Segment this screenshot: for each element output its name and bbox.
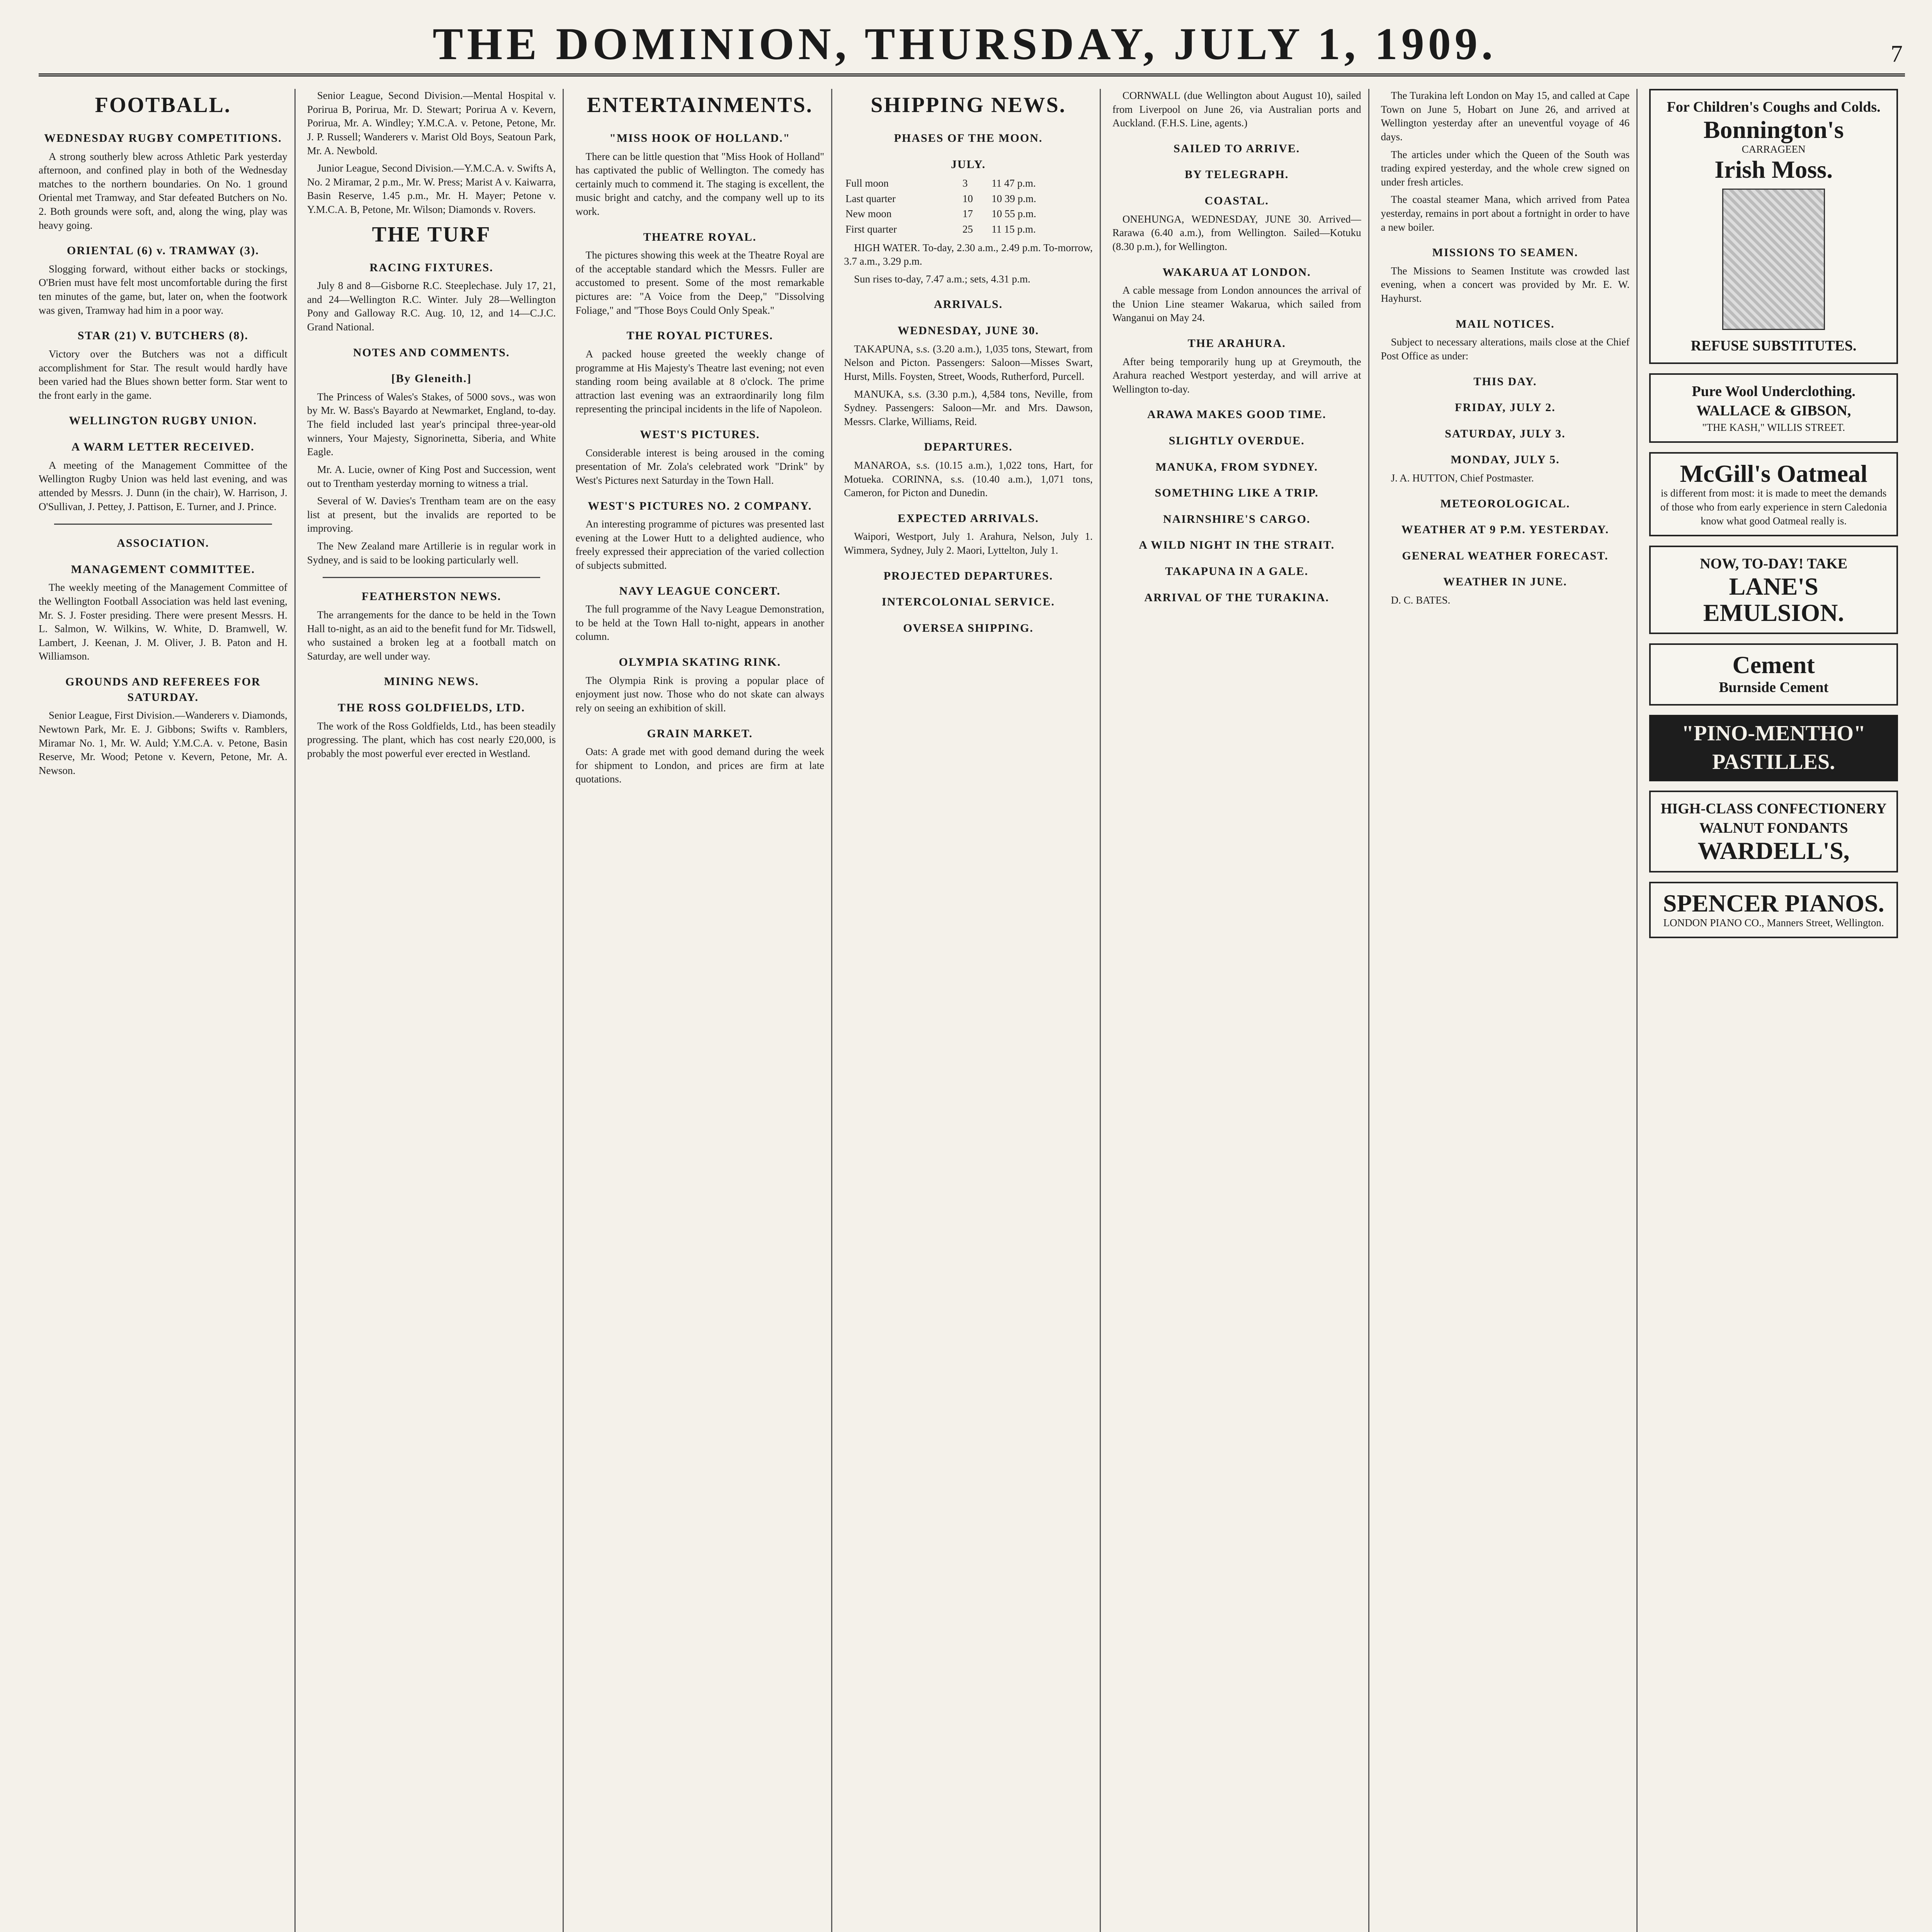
subheading: EXPECTED ARRIVALS. bbox=[898, 512, 1039, 525]
subheading: A WARM LETTER RECEIVED. bbox=[71, 440, 255, 454]
article-paragraph: July 8 and 8—Gisborne R.C. Steeplechase. July 17, 21, and 24—Wellington R.C. Winter. July 28—Wellington Pony and Galloway R.C. Aug. 10, 12, and 14—C.J.C. Grand National. bbox=[307, 280, 556, 333]
subheading: SLIGHTLY OVERDUE. bbox=[1168, 434, 1305, 447]
ad-brand: "PINO-MENTHO" bbox=[1682, 721, 1866, 746]
subheading: INTERCOLONIAL SERVICE. bbox=[881, 595, 1055, 609]
article-paragraph: The Missions to Seamen Institute was crowded last evening, when a concert was provided by Mr. E. W. Hayhurst. bbox=[1381, 265, 1630, 304]
table-row bbox=[844, 176, 1093, 191]
ad-pino-mentho bbox=[1649, 715, 1898, 781]
signature: D. C. BATES. bbox=[1391, 594, 1451, 606]
ad-cement bbox=[1649, 643, 1898, 706]
subheading: MANAGEMENT COMMITTEE. bbox=[71, 563, 255, 576]
article-paragraph: CORNWALL (due Wellington about August 10), sailed from Liverpool on June 26, via Australian ports and Auckland. (F.H.S. Line, agents.) bbox=[1112, 90, 1361, 129]
ad-brand: Bonnington's bbox=[1703, 116, 1844, 144]
article-paragraph: A meeting of the Management Committee of the Wellington Rugby Union was held last evening, and was attended by Messrs. J. Dunn (in the chair), W. Harrison, J. O'Sullivan, J. Pettey, J. Pattison, E. Turner, and J. Prince. bbox=[39, 459, 287, 512]
ad-address: "THE KASH," WILLIS STREET. bbox=[1702, 421, 1845, 433]
article-paragraph: TAKAPUNA, s.s. (3.20 a.m.), 1,035 tons, Stewart, from Nelson and Picton. Passengers: Saloon—Misses Swart, Hurst, Mills. Foysten, Street, Woods, Rutherford, Purcell. bbox=[844, 343, 1093, 382]
column-football bbox=[39, 89, 296, 1932]
article-paragraph: The arrangements for the dance to be held in the Town Hall to-night, as an aid to the benefit fund for Mr. Tidswell, who sustained a broken leg at a football match on Saturday, are well under way. bbox=[307, 609, 556, 662]
subheading: METEOROLOGICAL. bbox=[1440, 497, 1570, 510]
ad-note: REFUSE SUBSTITUTES. bbox=[1690, 338, 1857, 354]
ad-text: is different from most: it is made to meet the demands of those who from early experience in stern Caledonia know what good Oatmeal really is. bbox=[1660, 487, 1887, 527]
subheading: TAKAPUNA IN A GALE. bbox=[1165, 565, 1309, 578]
article-paragraph: Slogging forward, without either backs or stockings, O'Brien must have felt most uncomfortable during the first ten minutes of the game, but, later on, when the footwork was given, Tramway had him in a poor way. bbox=[39, 263, 287, 316]
subheading: ORIENTAL (6) v. TRAMWAY (3). bbox=[67, 244, 259, 257]
table-cell: 10 55 p.m. bbox=[992, 208, 1036, 220]
article-paragraph: The Turakina left London on May 15, and called at Cape Town on June 5, Hobart on June 26, and arrived at Wellington yesterday after an uneventful voyage of 46 days. bbox=[1381, 90, 1630, 143]
subheading: WEST'S PICTURES. bbox=[640, 428, 760, 441]
subheading: BY TELEGRAPH. bbox=[1185, 168, 1289, 181]
subheading: WAKARUA AT LONDON. bbox=[1162, 265, 1311, 279]
article-paragraph: The New Zealand mare Artillerie is in regular work in Sydney, and is said to be looking particularly well. bbox=[307, 540, 556, 566]
subheading: SOMETHING LIKE A TRIP. bbox=[1155, 486, 1319, 500]
subheading: OLYMPIA SKATING RINK. bbox=[619, 656, 781, 669]
divider bbox=[54, 524, 272, 525]
subheading: MANUKA, FROM SYDNEY. bbox=[1155, 460, 1318, 473]
article-paragraph: Subject to necessary alterations, mails close at the Chief Post Office as under: bbox=[1381, 336, 1630, 362]
article-paragraph: There can be little question that "Miss Hook of Holland" has captivated the public of Wellington. The comedy has certainly much to commend it. The staging is excellent, the music bright and catchy, and the company well up to its work. bbox=[575, 150, 825, 217]
subheading: GROUNDS AND REFEREES FOR SATURDAY. bbox=[65, 675, 261, 704]
subheading: FRIDAY, JULY 2. bbox=[1455, 401, 1556, 414]
table-cell: Last quarter bbox=[845, 192, 896, 204]
subheading: PROJECTED DEPARTURES. bbox=[883, 569, 1053, 582]
ad-irish-moss bbox=[1649, 89, 1898, 364]
ad-pianos bbox=[1649, 882, 1898, 939]
article-paragraph: Oats: A grade met with good demand during the week for shipment to London, and prices are firm at late quotations. bbox=[575, 746, 825, 785]
ad-subline: WALNUT FONDANTS bbox=[1699, 820, 1848, 837]
subheading: PHASES OF THE MOON. bbox=[894, 131, 1043, 145]
ad-headline: Pure Wool Underclothing. bbox=[1692, 383, 1855, 400]
table-cell: 3 bbox=[962, 177, 968, 189]
subheading: WEDNESDAY, JUNE 30. bbox=[898, 324, 1039, 337]
subheading: THIS DAY. bbox=[1473, 375, 1537, 388]
ad-firm: WALLACE & GIBSON, bbox=[1696, 403, 1851, 419]
table-cell: 25 bbox=[962, 223, 973, 235]
subheading: DEPARTURES. bbox=[924, 440, 1013, 454]
article-paragraph: HIGH WATER. To-day, 2.30 a.m., 2.49 p.m. To-morrow, 3.7 a.m., 3.29 p.m. bbox=[844, 242, 1093, 267]
subheading: OVERSEA SHIPPING. bbox=[903, 621, 1034, 634]
column-missions-mail bbox=[1381, 89, 1638, 1932]
child-illustration-icon bbox=[1722, 189, 1825, 330]
subheading: GRAIN MARKET. bbox=[647, 727, 753, 740]
subheading: WEATHER IN JUNE. bbox=[1443, 575, 1567, 588]
article-paragraph: Considerable interest is being aroused in the coming presentation of Mr. Zola's celebrated work "Drink" by West's Pictures next Saturday in the Town Hall. bbox=[575, 447, 825, 486]
table-row bbox=[844, 222, 1093, 237]
column-shipping-cont bbox=[1112, 89, 1369, 1932]
subheading: NAIRNSHIRE'S CARGO. bbox=[1163, 512, 1311, 526]
ad-brand: Cement bbox=[1732, 651, 1815, 679]
article-paragraph: A cable message from London announces the arrival of the Union Line steamer Wakarua, which sailed from Wanganui on May 24. bbox=[1112, 284, 1361, 324]
article-paragraph: Mr. A. Lucie, owner of King Post and Succession, went out to Trentham yesterday morning to witness a trial. bbox=[307, 463, 556, 489]
article-paragraph: The weekly meeting of the Management Committee of the Wellington Football Association was held last evening, Mr. S. J. Foster presiding. There were present Messrs. H. L. Salmon, W. Wilkins, W. White, D. Bramwell, W. Lambert, J. Keenan, J. M. Oliver, J. B. Paton and H. Williamson. bbox=[39, 582, 287, 662]
table-cell: New moon bbox=[845, 208, 892, 220]
table-cell: 10 bbox=[962, 192, 973, 204]
page-number: 7 bbox=[1890, 41, 1905, 67]
table-cell: First quarter bbox=[845, 223, 897, 235]
table-row bbox=[844, 206, 1093, 222]
article-paragraph: Waipori, Westport, July 1. Arahura, Nelson, July 1. Wimmera, Sydney, July 2. Maori, Lyttelton, July 1. bbox=[844, 531, 1093, 556]
section-heading: ENTERTAINMENTS. bbox=[587, 93, 813, 117]
table-cell: 17 bbox=[962, 208, 973, 220]
subheading: THEATRE ROYAL. bbox=[643, 230, 757, 243]
table-cell: 11 47 p.m. bbox=[992, 177, 1036, 189]
ad-firm: WARDELL'S, bbox=[1697, 837, 1850, 865]
ad-subline: PASTILLES. bbox=[1712, 750, 1835, 774]
article-paragraph: The Olympia Rink is proving a popular place of enjoyment just now. Those who do not skate can always rely on seeing an exhibition of skill. bbox=[575, 674, 825, 714]
subheading: NOTES AND COMMENTS. bbox=[353, 346, 510, 359]
ad-brand: McGill's Oatmeal bbox=[1680, 460, 1867, 488]
article-paragraph: Senior League, First Division.—Wanderers v. Diamonds, Newtown Park, Mr. E. J. Gibbons; Swifts v. Ramblers, Miramar No. 1, Mr. W. Auld; Y.M.C.A. v. Petone, Basin Reserve, Mr. Wood; Petone v. Kevern, Petone, Mr. A. Newson. bbox=[39, 709, 287, 776]
subheading: MISSIONS TO SEAMEN. bbox=[1432, 246, 1578, 259]
subheading: ARAWA MAKES GOOD TIME. bbox=[1147, 408, 1327, 421]
article-paragraph: MANUKA, s.s. (3.30 p.m.), 4,584 tons, Neville, from Sydney. Passengers: Saloon—Mr. and Mrs. Dawson, Messrs. Clarke, Williams, Reid. bbox=[844, 388, 1093, 427]
ad-brand: SPENCER PIANOS. bbox=[1663, 889, 1884, 917]
ad-subline: CARRAGEEN bbox=[1742, 143, 1806, 155]
column-shipping bbox=[844, 89, 1101, 1932]
table-cell: 10 39 p.m. bbox=[992, 192, 1036, 204]
subheading: MONDAY, JULY 5. bbox=[1451, 453, 1560, 466]
section-heading: FOOTBALL. bbox=[95, 93, 231, 117]
subheading: THE ARAHURA. bbox=[1187, 337, 1286, 350]
section-heading: SHIPPING NEWS. bbox=[871, 93, 1066, 117]
article-paragraph: Senior League, Second Division.—Mental Hospital v. Porirua B, Porirua, Mr. D. Stewart; Porirua A v. Kevern, Porirua, Mr. A. Windley; Y.M.C.A. v. Petone, Petone, Mr. J. P. Russell; Wanderers v. Marist Old Boys, Seatoun Park, Mr. A. Newbold. bbox=[307, 90, 556, 156]
ad-underclothing bbox=[1649, 373, 1898, 443]
byline: [By Gleneith.] bbox=[391, 372, 472, 385]
subheading: MAIL NOTICES. bbox=[1456, 317, 1555, 330]
table-row bbox=[844, 191, 1093, 207]
subheading: WEDNESDAY RUGBY COMPETITIONS. bbox=[44, 131, 282, 145]
subheading: FEATHERSTON NEWS. bbox=[361, 590, 502, 603]
subheading: STAR (21) V. BUTCHERS (8). bbox=[77, 329, 248, 342]
subheading: SAILED TO ARRIVE. bbox=[1173, 142, 1300, 155]
table-cell: Full moon bbox=[845, 177, 889, 189]
subheading: GENERAL WEATHER FORECAST. bbox=[1402, 549, 1609, 562]
ad-headline: NOW, TO-DAY! TAKE bbox=[1700, 556, 1848, 572]
ad-product: Irish Moss. bbox=[1714, 155, 1833, 183]
article-paragraph: The pictures showing this week at the Theatre Royal are of the acceptable standard which the Messrs. Fuller are accustomed to present. Some of the most remarkable pictures are: "A Voice from the Deep," "Dissolving Foliage," and "Those Boys Could Only Speak." bbox=[575, 249, 825, 316]
subheading: THE ROSS GOLDFIELDS, LTD. bbox=[338, 701, 526, 714]
article-paragraph: Several of W. Davies's Trentham team are on the easy list at present, but the invalids are reported to be improving. bbox=[307, 495, 556, 534]
article-paragraph: Sun rises to-day, 7.47 a.m.; sets, 4.31 p.m. bbox=[854, 273, 1031, 285]
ad-oatmeal bbox=[1649, 452, 1898, 536]
article-paragraph: Victory over the Butchers was not a difficult accomplishment for Star. The result would hardly have been varied had the Blues shown better form. Star went to the front early in the game. bbox=[39, 348, 287, 401]
column-entertainments bbox=[575, 89, 832, 1932]
article-paragraph: The articles under which the Queen of the South was trading expired yesterday, and the whole crew signed on under fresh articles. bbox=[1381, 148, 1630, 188]
ad-confectionery bbox=[1649, 791, 1898, 872]
article-paragraph: A strong southerly blew across Athletic Park yesterday afternoon, and confined play in both of the Wednesday matches to the northern boundaries. On No. 1 ground Oriental met Tramway, and Star defeated Butchers on No. 2. Both grounds were soft, and, along the wing, play was heavy going. bbox=[39, 150, 287, 231]
column-advertisements bbox=[1649, 89, 1905, 1932]
ad-firm: LONDON PIANO CO., Manners Street, Wellington. bbox=[1663, 917, 1884, 929]
signature: J. A. HUTTON, Chief Postmaster. bbox=[1391, 472, 1534, 484]
moon-phases-table bbox=[844, 176, 1093, 237]
subheading: RACING FIXTURES. bbox=[369, 261, 493, 274]
subheading: WEATHER AT 9 P.M. YESTERDAY. bbox=[1401, 523, 1609, 536]
table-cell: 11 15 p.m. bbox=[992, 223, 1036, 235]
ad-brand: LANE'S EMULSION. bbox=[1703, 573, 1844, 626]
article-paragraph: A packed house greeted the weekly change of programme at His Majesty's Theatre last evening; not even standing room being available at 8 o'clock. The prime attraction last evening was an extraordinarily long film representing the principal incidents in the life of Napoleon. bbox=[575, 348, 825, 415]
subheading: WELLINGTON RUGBY UNION. bbox=[69, 414, 257, 427]
article-paragraph: Junior League, Second Division.—Y.M.C.A. v. Swifts A, No. 2 Miramar, 2 p.m., Mr. W. Press; Marist A v. Kaiwarra, Basin Reserve, 1.45 p.m., Mr. H. Mayer; Petone v. Y.M.C.A. B, Petone, Mr. Wilson; Diamonds v. Rovers. bbox=[307, 162, 556, 215]
masthead-title: THE DOMINION, THURSDAY, JULY 1, 1909. bbox=[432, 19, 1497, 69]
article-paragraph: The Princess of Wales's Stakes, of 5000 sovs., was won by Mr. W. Bass's Bayardo at Newmarket, England, to-day. The field included last year's principal three-year-old winners, Your Majesty, Signorinetta, Siberia, and White Eagle. bbox=[307, 391, 556, 458]
masthead bbox=[39, 15, 1905, 77]
subheading: MINING NEWS. bbox=[384, 675, 479, 688]
ad-headline: For Children's Coughs and Colds. bbox=[1667, 99, 1881, 115]
article-paragraph: The full programme of the Navy League Demonstration, to be held at the Town Hall to-night, appears in another column. bbox=[575, 603, 825, 643]
subheading: ASSOCIATION. bbox=[117, 537, 209, 550]
subheading: WEST'S PICTURES NO. 2 COMPANY. bbox=[588, 499, 812, 512]
subheading: JULY. bbox=[951, 158, 986, 171]
subheading: NAVY LEAGUE CONCERT. bbox=[619, 584, 781, 597]
subheading: COASTAL. bbox=[1204, 194, 1269, 207]
article-paragraph: The coastal steamer Mana, which arrived from Patea yesterday, remains in port about a fortnight in order to have a new boiler. bbox=[1381, 194, 1630, 233]
newspaper-columns bbox=[39, 89, 1905, 1932]
ad-headline: HIGH-CLASS CONFECTIONERY bbox=[1660, 801, 1887, 817]
subheading: ARRIVAL OF THE TURAKINA. bbox=[1144, 591, 1330, 604]
article-paragraph: After being temporarily hung up at Greymouth, the Arahura reached Westport yesterday, and will arrive at Wellington to-day. bbox=[1112, 355, 1361, 395]
article-paragraph: An interesting programme of pictures was presented last evening at the Lower Hutt to a delighted audience, who freely expressed their appreciation of the varied collection of subjects submitted. bbox=[575, 518, 825, 571]
subheading: A WILD NIGHT IN THE STRAIT. bbox=[1139, 539, 1335, 552]
section-heading: THE TURF bbox=[372, 222, 491, 247]
subheading: "MISS HOOK OF HOLLAND." bbox=[609, 131, 791, 145]
divider bbox=[323, 577, 541, 578]
subheading: SATURDAY, JULY 3. bbox=[1445, 427, 1566, 440]
subheading: THE ROYAL PICTURES. bbox=[626, 329, 774, 342]
subheading: ARRIVALS. bbox=[934, 298, 1003, 311]
ad-maker: Burnside Cement bbox=[1719, 679, 1829, 696]
article-paragraph: The work of the Ross Goldfields, Ltd., has been steadily progressing. The plant, which has cost nearly £20,000, is probably the most powerful ever erected in Westland. bbox=[307, 720, 556, 759]
article-paragraph: ONEHUNGA, WEDNESDAY, JUNE 30. Arrived—Rarawa (6.40 a.m.), from Wellington. Sailed—Kotuku (8.30 p.m.), for Wellington. bbox=[1112, 213, 1361, 252]
ad-emulsion bbox=[1649, 546, 1898, 634]
column-turf bbox=[307, 89, 564, 1932]
article-paragraph: MANAROA, s.s. (10.15 a.m.), 1,022 tons, Hart, for Motueka. CORINNA, s.s. (10.40 a.m.), 1,071 tons, Cameron, for Picton and Dunedin. bbox=[844, 459, 1093, 499]
